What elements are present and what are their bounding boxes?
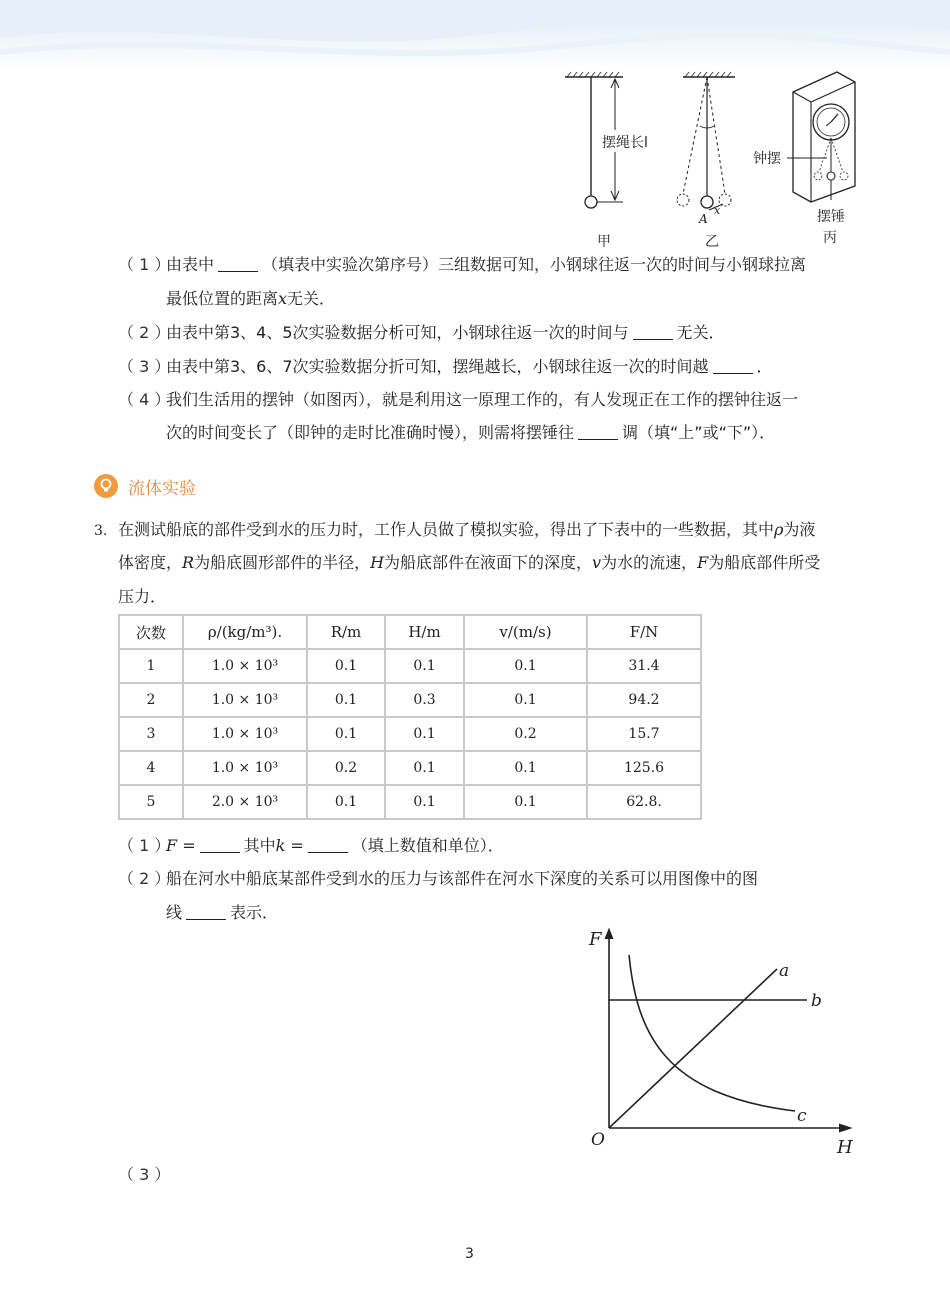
variable-x: x (278, 289, 288, 308)
question-3-2 (118, 868, 758, 890)
question-text: 调（填“上”或“下”）． (622, 423, 776, 442)
table-cell: 1.0 × 10³ (183, 649, 307, 683)
table-cell: 2 (119, 683, 183, 717)
question-number: （ 2 ） (118, 323, 171, 342)
question-3-3 (118, 1164, 171, 1186)
table-row (119, 785, 701, 819)
question-text: 船在河水中船底某部件受到水的压力与该部件在河水下深度的关系可以用图像中的图 (166, 869, 759, 888)
problem-text: 在测试船底的部件受到水的压力时，工作人员做了模拟实验，得出了下表中的一些数据，其中 (118, 520, 775, 539)
origin-label: O (591, 1130, 605, 1150)
y-axis-arrow (605, 929, 613, 939)
table-cell: 1.0 × 10³ (183, 683, 307, 717)
answer-blank[interactable] (713, 357, 753, 374)
table-cell: 0.1 (464, 751, 587, 785)
table-cell: 0.2 (464, 717, 587, 751)
table-cell: 62.8. (587, 785, 701, 819)
question-number: （ 3 ） (118, 357, 171, 376)
curve-c (629, 955, 795, 1111)
problem-text: 为船底部件所受 (708, 553, 821, 572)
question-number: （ 4 ） (118, 390, 171, 409)
data-table (118, 614, 702, 820)
table-cell: 3 (119, 717, 183, 751)
problem-3-line-2 (118, 552, 820, 574)
table-cell: 0.1 (464, 785, 587, 819)
table-header-cell: ρ/(kg/m³). (183, 615, 307, 649)
problem-text: 压力． (118, 587, 167, 606)
curve-c-label: c (797, 1106, 807, 1126)
problem-text: 为水的流速， (601, 553, 698, 572)
table-cell: 0.1 (385, 717, 464, 751)
curve-a-label: a (779, 961, 790, 981)
table-cell: 0.2 (307, 751, 385, 785)
table-header-cell: v/(m/s) (464, 615, 587, 649)
clock-pendulum-label: 钟摆 (753, 151, 781, 167)
formula-f: F = (166, 836, 196, 855)
page-number: 3 (465, 1246, 474, 1262)
variable-f: F (697, 553, 709, 572)
variable-h: H (370, 553, 385, 572)
question-text: 线 (166, 903, 183, 922)
table-cell: 0.3 (385, 683, 464, 717)
table-cell: 0.1 (307, 683, 385, 717)
table-header-row (119, 615, 701, 649)
question-text: 无关． (287, 289, 336, 308)
question-text: 由表中第3、6、7次实验数据分折可知，摆绳越长，小钢球往返一次的时间越 (166, 357, 709, 376)
table-cell: 0.1 (385, 649, 464, 683)
label-jia: 甲 (597, 234, 611, 250)
table-row (119, 683, 701, 717)
question-text: 表示． (230, 903, 279, 922)
variable-r: R (182, 553, 195, 572)
answer-blank[interactable] (200, 836, 240, 853)
rope-length-label: 摆绳长l (602, 135, 648, 151)
table-cell: 5 (119, 785, 183, 819)
question-1-4 (118, 389, 798, 411)
pendulum-clock-bing (753, 72, 855, 246)
formula-k: k = (275, 836, 304, 855)
pendulum-yi (677, 72, 735, 250)
x-axis-arrow (839, 1124, 851, 1132)
question-1-1-cont (166, 288, 335, 310)
variable-v: v (592, 553, 602, 572)
problem-text: 体密度， (118, 553, 183, 572)
f-h-graph (585, 925, 860, 1160)
answer-blank[interactable] (633, 323, 673, 340)
table-cell: 125.6 (587, 751, 701, 785)
table-header-cell: F/N (587, 615, 701, 649)
table-cell: 15.7 (587, 717, 701, 751)
section-title: 流体实验 (128, 478, 196, 499)
table-row (119, 717, 701, 751)
question-1-1 (118, 254, 806, 276)
table-cell: 94.2 (587, 683, 701, 717)
question-number: （ 1 ） (118, 255, 171, 274)
problem-3-line-3 (118, 586, 166, 608)
question-text: 最低位置的距离 (166, 289, 279, 308)
table-cell: 1.0 × 10³ (183, 717, 307, 751)
table-cell: 31.4 (587, 649, 701, 683)
question-1-2 (118, 322, 725, 344)
table-header-cell: 次数 (119, 615, 183, 649)
table-cell: 0.1 (307, 785, 385, 819)
table-cell: 0.1 (385, 785, 464, 819)
point-a-label: A (699, 212, 708, 226)
problem-text: 为液 (783, 520, 816, 539)
question-text: （填上数值和单位）． (351, 836, 504, 855)
question-text: 由表中第3、4、5次实验数据分析可知，小钢球往返一次的时间与 (166, 323, 629, 342)
table-row (119, 751, 701, 785)
y-axis-label: F (589, 929, 602, 950)
pendulum-jia (565, 72, 655, 250)
problem-text: 为船底部件在液面下的深度， (384, 553, 593, 572)
table-cell: 1 (119, 649, 183, 683)
section-header (94, 472, 196, 500)
question-number: （ 2 ） (118, 869, 171, 888)
table-header-cell: H/m (385, 615, 464, 649)
variable-rho: ρ (774, 520, 784, 539)
answer-blank[interactable] (308, 836, 348, 853)
point-x-label: x (714, 204, 721, 217)
table-cell: 0.1 (307, 649, 385, 683)
lightbulb-icon (94, 474, 118, 498)
question-text: 其中 (243, 836, 276, 855)
x-axis-label: H (837, 1137, 853, 1158)
table-header-cell: R/m (307, 615, 385, 649)
question-number: （ 1 ） (118, 836, 171, 855)
table-cell: 0.1 (307, 717, 385, 751)
table-cell: 0.1 (464, 683, 587, 717)
question-text: 由表中 (166, 255, 215, 274)
question-number: （ 3 ） (118, 1165, 171, 1184)
table-cell: 2.0 × 10³ (183, 785, 307, 819)
label-bing: 丙 (823, 230, 837, 246)
table-cell: 1.0 × 10³ (183, 751, 307, 785)
problem-number: 3. (94, 523, 108, 539)
table-cell: 4 (119, 751, 183, 785)
question-text: （填表中实验次第序号）三组数据可知，小钢球往返一次的时间与小钢球拉离 (262, 255, 807, 274)
question-1-3 (118, 356, 773, 378)
problem-text: 为船底圆形部件的半径， (194, 553, 371, 572)
question-3-1 (118, 835, 504, 857)
pendulum-figure (555, 68, 875, 253)
question-text: 次的时间变长了（即钟的走时比准确时慢），则需将摆锤往 (166, 423, 575, 442)
question-1-4-cont (166, 422, 775, 444)
table-row (119, 649, 701, 683)
answer-blank[interactable] (578, 423, 618, 440)
header-wave-band (0, 0, 950, 70)
question-text: 我们生活用的摆钟（如图丙），就是利用这一原理工作的，有人发现正在工作的摆钟往返一 (166, 390, 799, 409)
pendulum-bob-label: 摆锤 (817, 209, 845, 225)
question-text: ． (756, 357, 773, 376)
answer-blank[interactable] (186, 903, 226, 920)
problem-3-line-1 (94, 519, 815, 542)
table-cell: 0.1 (385, 751, 464, 785)
question-3-2-cont (166, 902, 278, 924)
answer-blank[interactable] (218, 255, 258, 272)
curve-b-label: b (811, 991, 822, 1011)
question-text: 无关． (676, 323, 725, 342)
table-cell: 0.1 (464, 649, 587, 683)
label-yi: 乙 (705, 234, 719, 250)
